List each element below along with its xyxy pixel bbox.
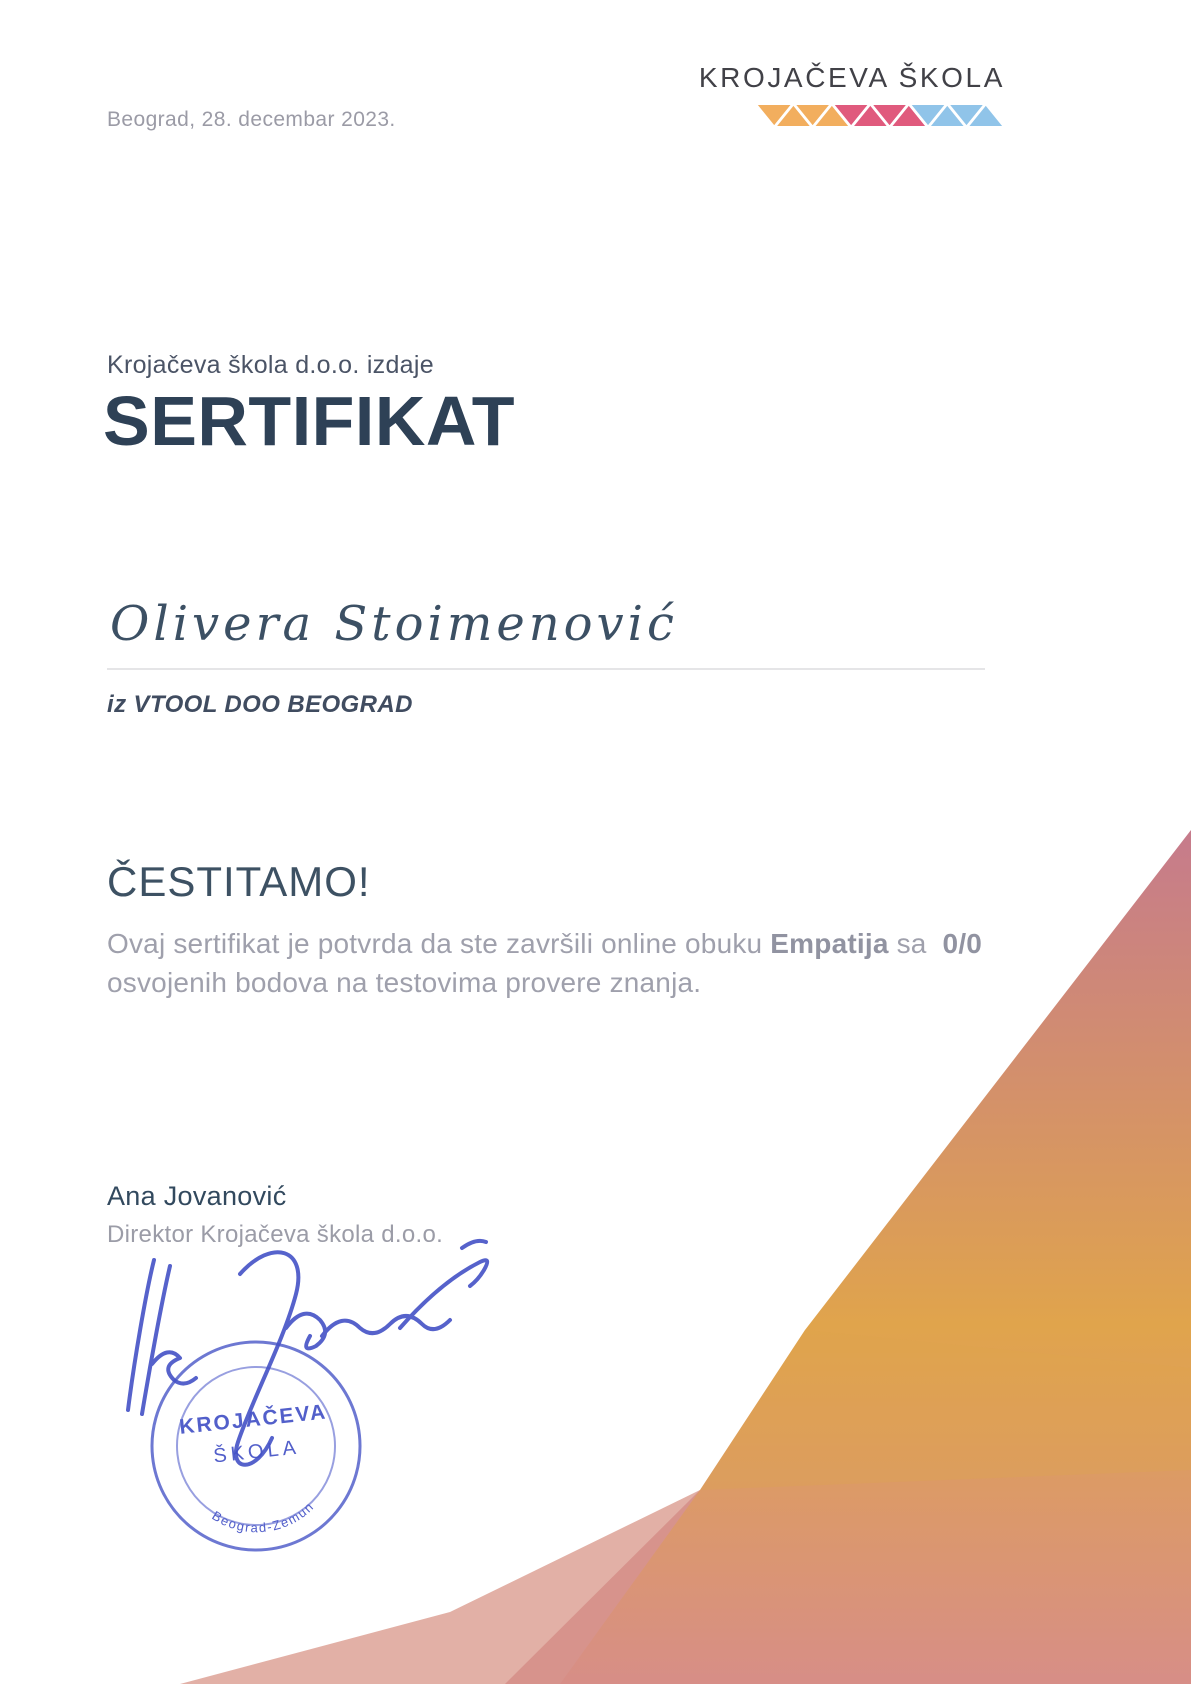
recipient-name: Olivera Stoimenović (110, 596, 678, 652)
stamp-line2: ŠKOLA (212, 1436, 301, 1468)
date-line: Beograd, 28. decembar 2023. (107, 108, 396, 131)
signatory-name: Ana Jovanović (107, 1181, 287, 1211)
logo (699, 62, 1005, 128)
body-text-part3: osvojenih bodova na testovima provere znanja. (107, 967, 702, 998)
certificate-title: SERTIFIKAT (103, 382, 516, 460)
stamp-line1: KROJAČEVA (178, 1400, 329, 1439)
logo-text: KROJAČEVA ŠKOLA (698, 62, 1005, 93)
score-value: 0/0 (942, 928, 983, 959)
course-name: Empatija (770, 928, 889, 959)
recipient-company: iz VTOOL DOO BEOGRAD (107, 691, 413, 718)
signatory-title: Direktor Krojačeva škola d.o.o. (107, 1221, 444, 1248)
body-text-part1: Ovaj sertifikat je potvrda da ste završili online obuku (107, 928, 771, 959)
body-text-part2: sa (888, 928, 935, 959)
congrats-heading: ČESTITAMO! (107, 858, 371, 905)
svg-text:Beograd-Zemun (208, 1497, 319, 1540)
company-stamp (140, 1330, 372, 1562)
issuer-line: Krojačeva škola d.o.o. izdaje (107, 351, 434, 379)
logo-triangle-pattern-icon (755, 103, 1005, 128)
stamp-bottom-text: Beograd-Zemun (209, 1498, 318, 1536)
name-underline (107, 668, 985, 670)
congrats-body (107, 924, 991, 1002)
